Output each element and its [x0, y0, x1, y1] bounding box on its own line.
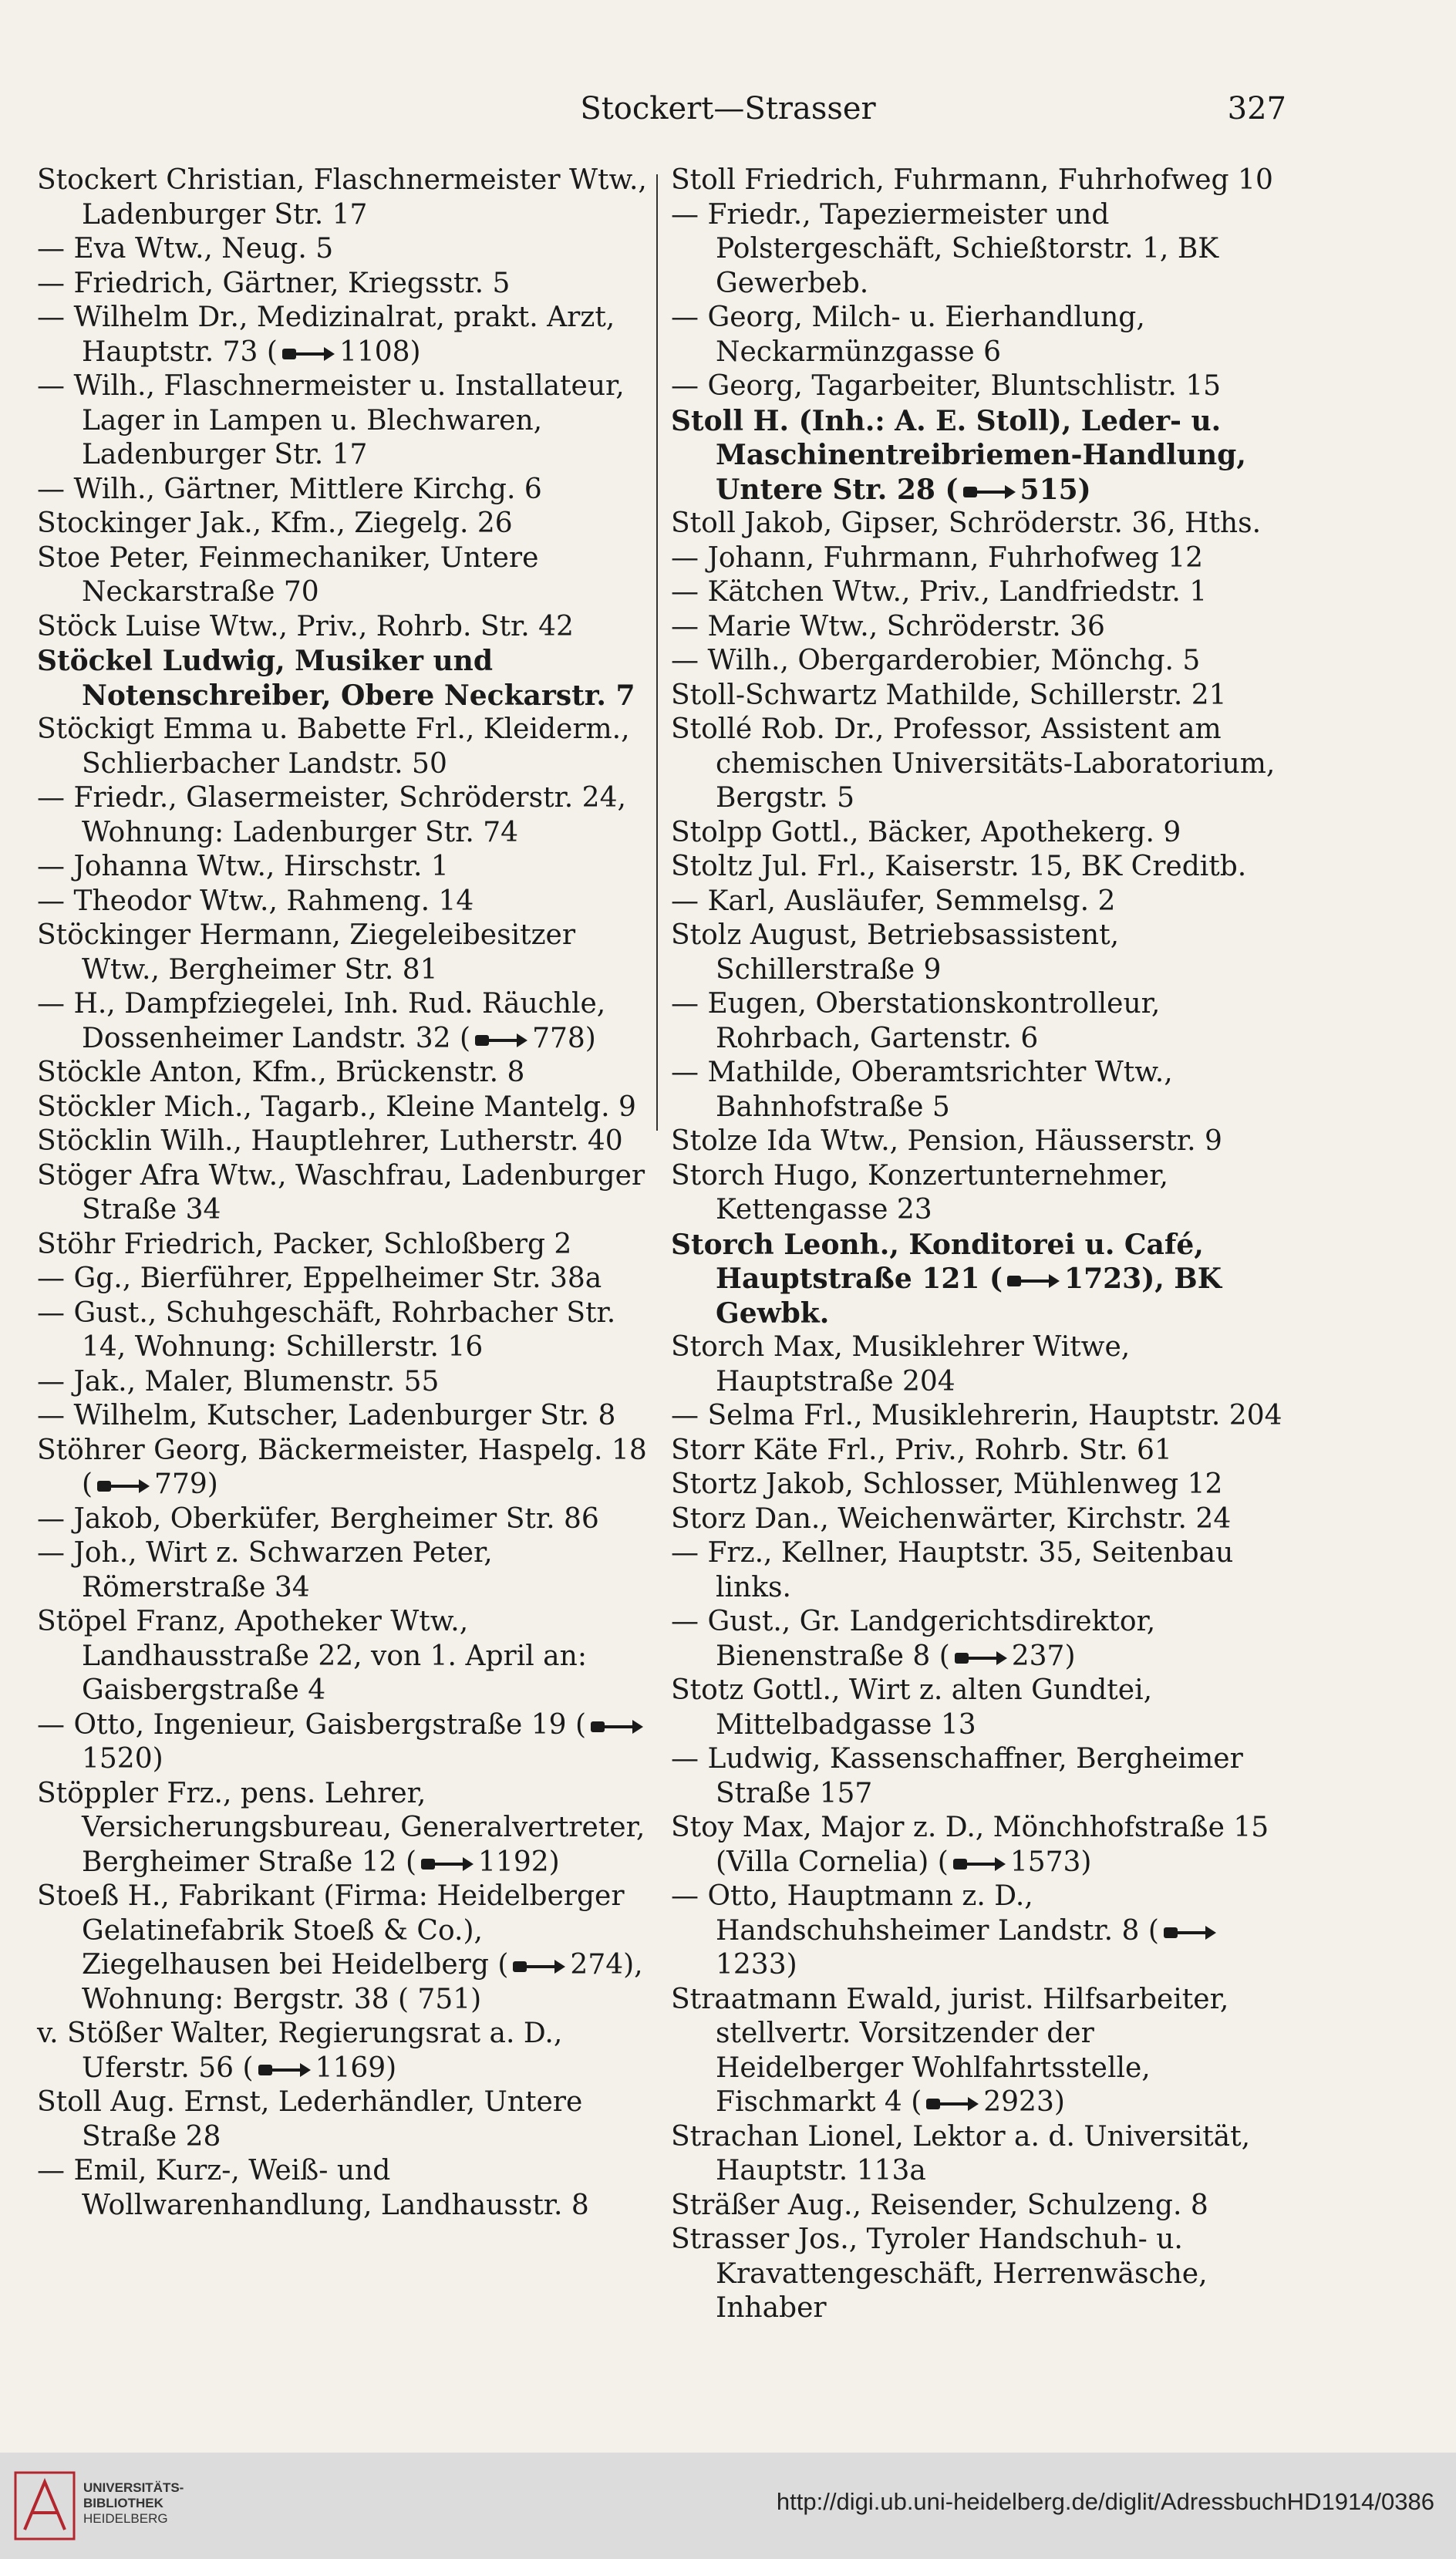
entry-phone-number: 1233) — [716, 1949, 797, 1981]
directory-entry — [37, 1777, 654, 1880]
telephone-icon — [962, 482, 1017, 502]
entry-text: Stoll Aug. Ernst, Lederhändler, Untere Straße 28 — [37, 2086, 583, 2153]
entry-text: Stolze Ida Wtw., Pension, Häusserstr. 9 — [671, 1125, 1222, 1157]
directory-entry — [37, 987, 654, 1056]
entry-phone-number: 779) — [154, 1468, 218, 1500]
directory-entry — [37, 301, 654, 369]
directory-entry — [671, 1880, 1288, 1983]
directory-entry — [671, 404, 1288, 507]
directory-entry — [671, 164, 1288, 198]
source-url-link[interactable]: http://digi.ub.uni-heidelberg.de/diglit/AdressbuchHD1914/0386 — [776, 2488, 1434, 2515]
directory-entry — [37, 2085, 654, 2154]
entry-text: Stoltz Jul. Frl., Kaiserstr. 15, BK Creditb. — [671, 851, 1247, 882]
directory-entry — [671, 2189, 1288, 2224]
directory-entry — [37, 1296, 654, 1365]
entry-text: — Selma Frl., Musiklehrerin, Hauptstr. 204 — [671, 1400, 1282, 1431]
directory-entry — [37, 267, 654, 302]
directory-entry — [671, 679, 1288, 713]
directory-entry — [37, 369, 654, 473]
running-title: Stockert—Strasser — [580, 91, 876, 126]
directory-entry — [37, 1880, 654, 2017]
entry-text: — Theodor Wtw., Rahmeng. 14 — [37, 885, 474, 917]
entry-text: — Eva Wtw., Neug. 5 — [37, 233, 334, 265]
entry-text: Sträßer Aug., Reisender, Schulzeng. 8 — [671, 2189, 1208, 2221]
directory-entry — [671, 1468, 1288, 1502]
directory-entry — [37, 1605, 654, 1708]
entry-text: Stotz Gottl., Wirt z. alten Gundtei, Mittelbadgasse 13 — [671, 1674, 1153, 1741]
entry-text: — Gg., Bierführer, Eppelheimer Str. 38a — [37, 1263, 602, 1294]
directory-entry — [671, 507, 1288, 541]
directory-entry — [37, 610, 654, 645]
column-divider — [656, 174, 658, 1131]
entry-text: — Otto, Ingenieur, Gaisbergstraße 19 ( — [37, 1708, 587, 1741]
entry-phone-number: 274), Wohnung: Bergstr. 38 ( 751) — [82, 1949, 643, 2015]
entry-text: — Jak., Maler, Blumenstr. 55 — [37, 1365, 440, 1398]
entry-text: — Friedr., Tapeziermeister und Polstergeschäft, Schießtorstr. 1, BK Gewerbeb. — [671, 198, 1219, 299]
entry-phone-number: 1573) — [1009, 1846, 1092, 1878]
directory-entry — [671, 1399, 1288, 1434]
directory-entry — [671, 369, 1288, 404]
library-line-1: UNIVERSITÄTS- — [83, 2480, 184, 2495]
entry-text: — Emil, Kurz-, Weiß- und Wollwarenhandlung, Landhausstr. 8 — [37, 2155, 589, 2221]
entry-text: — Mathilde, Oberamtsrichter Wtw., Bahnhofstraße 5 — [671, 1057, 1173, 1123]
entry-text: Stöppler Frz., pens. Lehrer, Versicherungsbureau, Generalvertreter, Bergheimer Straße 12 ( — [37, 1777, 645, 1878]
entry-phone-number: 2923) — [983, 2086, 1065, 2118]
directory-entry — [671, 1502, 1288, 1537]
entry-phone-number: 237) — [1011, 1640, 1076, 1672]
entry-text: Stollé Rob. Dr., Professor, Assistent am chemischen Universitäts-Laboratorium, Bergstr. 5 — [671, 713, 1276, 814]
entry-text: Storch Max, Musiklehrer Witwe, Hauptstraße 204 — [671, 1331, 1131, 1398]
directory-entry — [37, 850, 654, 885]
entry-text: — Jakob, Oberküfer, Bergheimer Str. 86 — [37, 1502, 599, 1535]
directory-entry — [37, 1228, 654, 1263]
library-name — [83, 2480, 184, 2527]
entry-phone-number: 515) — [1020, 473, 1091, 506]
entry-text: — Wilhelm, Kutscher, Ladenburger Str. 8 — [37, 1400, 616, 1431]
page-header — [0, 91, 1456, 137]
directory-entry — [671, 1605, 1288, 1674]
entry-text: — Eugen, Oberstationskontrolleur, Rohrbach, Gartenstr. 6 — [671, 988, 1161, 1054]
entry-text: Stockert Christian, Flaschnermeister Wtw., Ladenburger Str. 17 — [37, 164, 647, 231]
directory-entry — [671, 2120, 1288, 2189]
directory-entry — [37, 644, 654, 713]
entry-text: Stoy Max, Major z. D., Mönchhofstraße 15 (Villa Cornelia) ( — [671, 1812, 1269, 1878]
entry-phone-number: 778) — [532, 1022, 596, 1054]
entry-text: — Georg, Tagarbeiter, Bluntschlistr. 15 — [671, 370, 1222, 402]
telephone-icon — [589, 1717, 645, 1737]
directory-entry — [37, 1399, 654, 1434]
directory-entry — [671, 987, 1288, 1056]
entry-text: — Friedr., Glasermeister, Schröderstr. 24, Wohnung: Ladenburger Str. 74 — [37, 782, 626, 848]
entry-text: Stöckigt Emma u. Babette Frl., Kleiderm., Schlierbacher Landstr. 50 — [37, 713, 630, 780]
entry-text: Stöckler Mich., Tagarb., Kleine Mantelg. 9 — [37, 1091, 636, 1123]
directory-entry — [671, 2223, 1288, 2326]
entry-text: Stoll H. (Inh.: A. E. Stoll), Leder- u. Maschinentreibriemen-Handlung, Untere Str. 28 ( — [671, 404, 1246, 506]
telephone-icon — [96, 1476, 151, 1496]
directory-entry — [37, 1262, 654, 1296]
directory-entry — [37, 1056, 654, 1091]
entry-phone-number: 1520) — [82, 1743, 163, 1775]
directory-entry — [671, 1330, 1288, 1399]
telephone-icon — [511, 1957, 567, 1977]
directory-entry — [37, 2017, 654, 2085]
directory-entry — [671, 850, 1288, 885]
directory-entry — [671, 1159, 1288, 1228]
entry-text: — Wilh., Flaschnermeister u. Installateur, Lager in Lampen u. Blechwaren, Ladenburger Str. 17 — [37, 370, 625, 470]
telephone-icon — [953, 1648, 1009, 1668]
entry-text: Stöckel Ludwig, Musiker und Notenschreiber, Obere Neckarstr. 7 — [37, 645, 635, 712]
entry-text: Stoe Peter, Feinmechaniker, Untere Neckarstraße 70 — [37, 541, 539, 608]
directory-entry — [37, 885, 654, 919]
entry-text: Storch Hugo, Konzertunternehmer, Kettengasse 23 — [671, 1159, 1168, 1226]
directory-entry — [37, 164, 654, 232]
entry-text: Stöckinger Hermann, Ziegeleibesitzer Wtw., Bergheimer Str. 81 — [37, 919, 576, 986]
university-library-logo-icon[interactable] — [14, 2471, 76, 2540]
directory-entry — [37, 1708, 654, 1777]
entry-text: Strasser Jos., Tyroler Handschuh- u. Kravattengeschäft, Herrenwäsche, Inhaber — [671, 2224, 1208, 2324]
directory-entry — [37, 1365, 654, 1400]
entry-text: — Marie Wtw., Schröderstr. 36 — [671, 610, 1105, 642]
directory-entry — [671, 198, 1288, 302]
entry-text: — Wilh., Gärtner, Mittlere Kirchg. 6 — [37, 473, 542, 505]
entry-phone-number: 1723), BK Gewbk. — [716, 1263, 1222, 1330]
directory-entry — [37, 1536, 654, 1605]
telephone-icon — [474, 1030, 529, 1050]
directory-entry — [671, 1124, 1288, 1159]
directory-entry — [37, 1434, 654, 1502]
page-number: 327 — [1227, 91, 1286, 126]
left-column — [37, 164, 654, 2223]
directory-entry — [671, 644, 1288, 679]
entry-text: — Gust., Schuhgeschäft, Rohrbacher Str. 14, Wohnung: Schillerstr. 16 — [37, 1296, 616, 1363]
right-column — [671, 164, 1288, 2326]
directory-entry — [671, 713, 1288, 816]
directory-entry — [671, 575, 1288, 610]
directory-entry — [37, 1159, 654, 1228]
telephone-icon — [925, 2094, 980, 2114]
directory-entry — [671, 301, 1288, 369]
entry-text: Stöckle Anton, Kfm., Brückenstr. 8 — [37, 1057, 525, 1088]
library-line-2: BIBLIOTHEK — [83, 2496, 163, 2510]
entry-text: Straatmann Ewald, jurist. Hilfsarbeiter, stellvertr. Vorsitzender der Heidelberger Wohlfahrtsstelle, Fischmarkt 4 ( — [671, 1983, 1229, 2118]
entry-text: Stoll-Schwartz Mathilde, Schillerstr. 21 — [671, 679, 1227, 711]
directory-entry — [671, 1536, 1288, 1605]
directory-entry — [37, 919, 654, 987]
directory-entry — [671, 1056, 1288, 1124]
directory-entry — [671, 1983, 1288, 2120]
entry-text: Storr Käte Frl., Priv., Rohrb. Str. 61 — [671, 1434, 1172, 1466]
directory-entry — [671, 1674, 1288, 1742]
telephone-icon — [281, 344, 336, 364]
telephone-icon — [1162, 1923, 1218, 1943]
entry-text: Storch Leonh., Konditorei u. Café, Hauptstraße 121 ( — [671, 1228, 1204, 1295]
directory-entry — [671, 1742, 1288, 1811]
entry-text: Stoll Friedrich, Fuhrmann, Fuhrhofweg 10 — [671, 164, 1273, 196]
entry-text: Stoll Jakob, Gipser, Schröderstr. 36, Hths. — [671, 507, 1262, 539]
entry-phone-number: 1108) — [339, 335, 421, 368]
entry-text: v. Stößer Walter, Regierungsrat a. D., Uferstr. 56 ( — [37, 2018, 563, 2084]
directory-entry — [671, 816, 1288, 851]
entry-phone-number: 1192) — [478, 1846, 560, 1878]
entry-text: Stöck Luise Wtw., Priv., Rohrb. Str. 42 — [37, 610, 574, 642]
telephone-icon — [257, 2060, 312, 2080]
entry-text: Stockinger Jak., Kfm., Ziegelg. 26 — [37, 507, 513, 539]
directory-entry — [37, 713, 654, 781]
entry-text: — Otto, Hauptmann z. D., Handschuhsheimer Landstr. 8 ( — [671, 1880, 1159, 1947]
directory-entry — [37, 781, 654, 850]
directory-entry — [671, 919, 1288, 987]
entry-text: Stoeß H., Fabrikant (Firma: Heidelberger Gelatinefabrik Stoeß & Co.), Ziegelhausen bei Heidelberg ( — [37, 1880, 625, 1981]
directory-entry — [37, 2154, 654, 2223]
telephone-icon — [1006, 1271, 1061, 1291]
entry-text: — Gust., Gr. Landgerichtsdirektor, Bienenstraße 8 ( — [671, 1606, 1156, 1672]
directory-entry — [671, 1228, 1288, 1331]
library-line-3: HEIDELBERG — [83, 2511, 168, 2526]
entry-text: — H., Dampfziegelei, Inh. Rud. Räuchle, Dossenheimer Landstr. 32 ( — [37, 988, 606, 1054]
entry-text: — Friedrich, Gärtner, Kriegsstr. 5 — [37, 267, 511, 299]
entry-text: Stolz August, Betriebsassistent, Schillerstraße 9 — [671, 919, 1120, 986]
directory-entry — [37, 1091, 654, 1125]
directory-entry — [671, 610, 1288, 645]
telephone-icon — [420, 1854, 475, 1874]
directory-entry — [37, 1124, 654, 1159]
entry-text: Stöhrer Georg, Bäckermeister, Haspelg. 18 ( — [37, 1434, 647, 1500]
footer-bar — [0, 2453, 1456, 2559]
entry-text: — Johanna Wtw., Hirschstr. 1 — [37, 851, 449, 882]
entry-text: Stolpp Gottl., Bäcker, Apothekerg. 9 — [671, 816, 1181, 848]
directory-entry — [671, 1811, 1288, 1880]
entry-phone-number: 1169) — [315, 2052, 397, 2084]
entry-text: — Georg, Milch- u. Eierhandlung, Neckarmünzgasse 6 — [671, 302, 1145, 368]
entry-text: — Wilhelm Dr., Medizinalrat, prakt. Arzt, Hauptstr. 73 ( — [37, 302, 615, 368]
directory-entry — [671, 885, 1288, 919]
entry-text: — Wilh., Obergarderobier, Mönchg. 5 — [671, 645, 1201, 676]
entry-text: Stöpel Franz, Apotheker Wtw., Landhausstraße 22, von 1. April an: Gaisbergstraße 4 — [37, 1606, 587, 1706]
entry-text: — Johann, Fuhrmann, Fuhrhofweg 12 — [671, 541, 1204, 574]
entry-text: Stöger Afra Wtw., Waschfrau, Ladenburger Straße 34 — [37, 1159, 645, 1226]
directory-entry — [37, 232, 654, 267]
entry-text: Stöcklin Wilh., Hauptlehrer, Lutherstr. 40 — [37, 1125, 623, 1157]
directory-entry — [671, 541, 1288, 576]
entry-text: — Frz., Kellner, Hauptstr. 35, Seitenbau links. — [671, 1537, 1234, 1603]
directory-entry — [671, 1434, 1288, 1468]
entry-text: Stortz Jakob, Schlosser, Mühlenweg 12 — [671, 1468, 1223, 1500]
directory-entry — [37, 541, 654, 610]
directory-entry — [37, 1502, 654, 1537]
entry-text: Stöhr Friedrich, Packer, Schloßberg 2 — [37, 1228, 572, 1260]
entry-text: — Karl, Ausläufer, Semmelsg. 2 — [671, 885, 1116, 917]
entry-text: — Kätchen Wtw., Priv., Landfriedstr. 1 — [671, 576, 1208, 608]
entry-text: — Ludwig, Kassenschaffner, Bergheimer Straße 157 — [671, 1743, 1243, 1809]
directory-entry — [37, 507, 654, 541]
entry-text: Storz Dan., Weichenwärter, Kirchstr. 24 — [671, 1502, 1232, 1535]
entry-text: — Joh., Wirt z. Schwarzen Peter, Römerstraße 34 — [37, 1537, 493, 1603]
entry-text: Strachan Lionel, Lektor a. d. Universität, Hauptstr. 113a — [671, 2120, 1251, 2186]
directory-entry — [37, 473, 654, 507]
telephone-icon — [952, 1854, 1007, 1874]
